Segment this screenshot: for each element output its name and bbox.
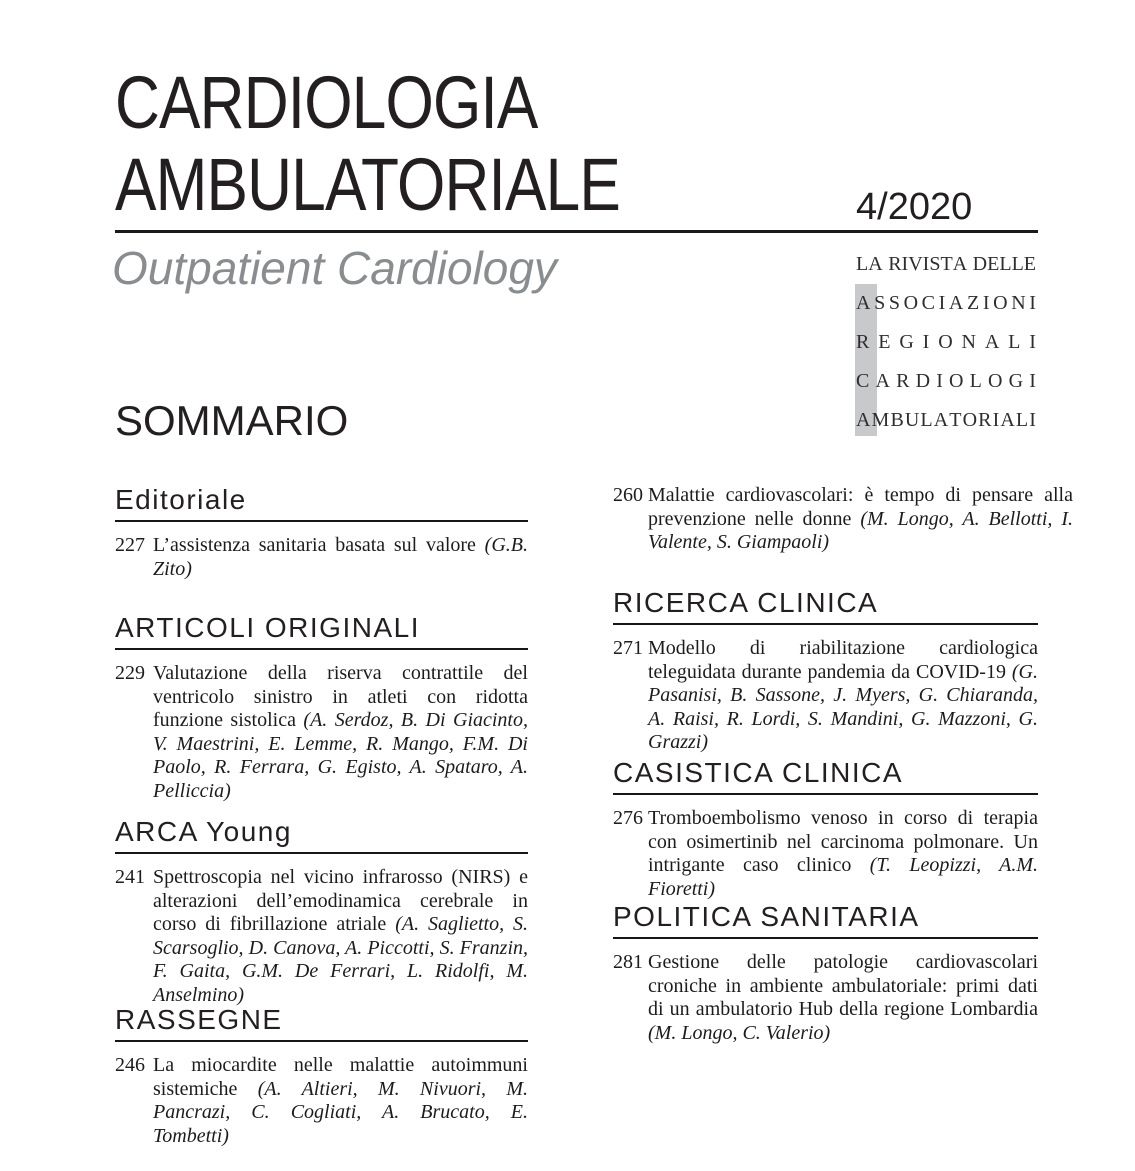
section-label: RASSEGNE — [115, 1004, 283, 1035]
section-rule — [115, 520, 528, 522]
issue-number: 4/2020 — [856, 186, 973, 228]
toc-left-column — [115, 0, 528, 1171]
entry-page-number: 271 — [613, 637, 643, 659]
section-label: RICERCA CLINICA — [613, 587, 879, 618]
section-label: Editoriale — [115, 484, 247, 515]
section-rule — [613, 623, 1038, 625]
publisher-line: C A R D I O L O G I — [856, 370, 1036, 392]
entry-authors: (G.B. Zito) — [153, 534, 528, 580]
entry-title: Modello di riabilitazione cardiologica teleguidata durante pandemia da COVID-19 — [648, 637, 1038, 683]
section-rule — [115, 1040, 528, 1042]
entry-page-number: 260 — [613, 484, 643, 506]
toc-entry — [115, 866, 528, 1007]
entry-authors: (M. Longo, A. Bellotti, I. Valente, S. Giampaoli) — [648, 507, 1074, 553]
entry-authors: (T. Leopizzi, A.M. Fioretti) — [648, 854, 1039, 900]
toc-entry — [613, 637, 1038, 755]
section-label: ARTICOLI ORIGINALI — [115, 612, 420, 643]
publisher-line: A S S O C I A Z I O N I — [856, 292, 1036, 314]
toc-entry — [613, 951, 1038, 1045]
section-articoli-originali — [115, 612, 528, 803]
section-politica-sanitaria — [613, 901, 1038, 1045]
publisher-block — [856, 253, 1036, 448]
entry-title: La miocardite nelle malattie autoimmuni sistemiche — [153, 1054, 528, 1100]
entry-authors: (A. Altieri, M. Nivuori, M. Pancrazi, C. Cogliati, A. Brucato, E. Tombetti) — [153, 1077, 529, 1147]
toc-entry — [115, 662, 528, 803]
publisher-line: L A R I V I S T A D E L L E — [856, 253, 1036, 275]
section-casistica-clinica — [613, 757, 1038, 901]
section-arca-young — [115, 816, 528, 1007]
section-ricerca-clinica — [613, 587, 1038, 755]
entry-title: L’assistenza sanitaria basata sul valore — [153, 534, 476, 556]
journal-subtitle: Outpatient Cardiology — [112, 242, 557, 294]
entry-title: Spettroscopia nel vicino infrarosso (NIRS) e alterazioni dell’emodinamica cerebrale in corso di fibrillazione atriale — [153, 866, 528, 935]
entry-authors: (A. Saglietto, S. Scarsoglio, D. Canova, A. Piccotti, S. Franzin, F. Gaita, G.M. De Ferrari, L. Ridolfi, M. Anselmino) — [153, 913, 528, 1006]
entry-page-number: 276 — [613, 807, 643, 829]
section-label: POLITICA SANITARIA — [613, 901, 920, 932]
entry-title: Valutazione della riserva contrattile del ventricolo sinistro in atleti con ridotta funzione sistolica — [153, 662, 528, 731]
section-editoriale — [115, 484, 528, 581]
entry-title: Malattie cardiovascolari: è tempo di pensare alla prevenzione nelle donne — [648, 484, 1073, 530]
publisher-line: R E G I O N A L I — [856, 331, 1036, 353]
journal-title-line2: AMBULATORIALE — [115, 143, 620, 226]
journal-title-line1: CARDIOLOGIA — [115, 61, 538, 144]
entry-authors: (A. Serdoz, B. Di Giacinto, V. Maestrini, E. Lemme, R. Mango, F.M. Di Paolo, R. Ferrara, G. Egisto, A. Spataro, A. Pelliccia) — [153, 709, 528, 802]
toc-entry — [613, 807, 1038, 901]
toc-entry — [115, 534, 528, 581]
entry-authors: (G. Pasanisi, B. Sassone, J. Myers, G. Chiaranda, A. Raisi, R. Lordi, S. Mandini, G. Mazzoni, G. Grazzi) — [648, 660, 1038, 753]
entry-page-number: 241 — [115, 866, 145, 888]
section-rule — [613, 793, 1038, 795]
section-label: ARCA Young — [115, 816, 292, 847]
sommario-heading: SOMMARIO — [115, 397, 349, 444]
toc-entry — [115, 1054, 528, 1148]
entry-authors: (M. Longo, C. Valerio) — [648, 1021, 831, 1044]
publisher-line: A M B U L A T O R I A L I — [856, 409, 1036, 431]
entry-page-number: 246 — [115, 1054, 145, 1076]
entry-page-number: 229 — [115, 662, 145, 684]
section-label: CASISTICA CLINICA — [613, 757, 904, 788]
section-rule — [613, 937, 1038, 939]
section-rule — [115, 648, 528, 650]
entry-title: Tromboembolismo venoso in corso di terapia con osimertinib nel carcinoma polmonare. Un intrigante caso clinico — [648, 807, 1038, 876]
entry-page-number: 227 — [115, 534, 145, 556]
toc-entry — [613, 484, 1073, 555]
entry-page-number: 281 — [613, 951, 643, 973]
section-rule — [115, 852, 528, 854]
section-rassegne — [115, 1004, 528, 1148]
entry-title: Gestione delle patologie cardiovascolari croniche in ambiente ambulatoriale: primi dati di un ambulatorio Hub della regione Lombardia — [648, 951, 1038, 1020]
toc-right-column — [613, 0, 1074, 1171]
